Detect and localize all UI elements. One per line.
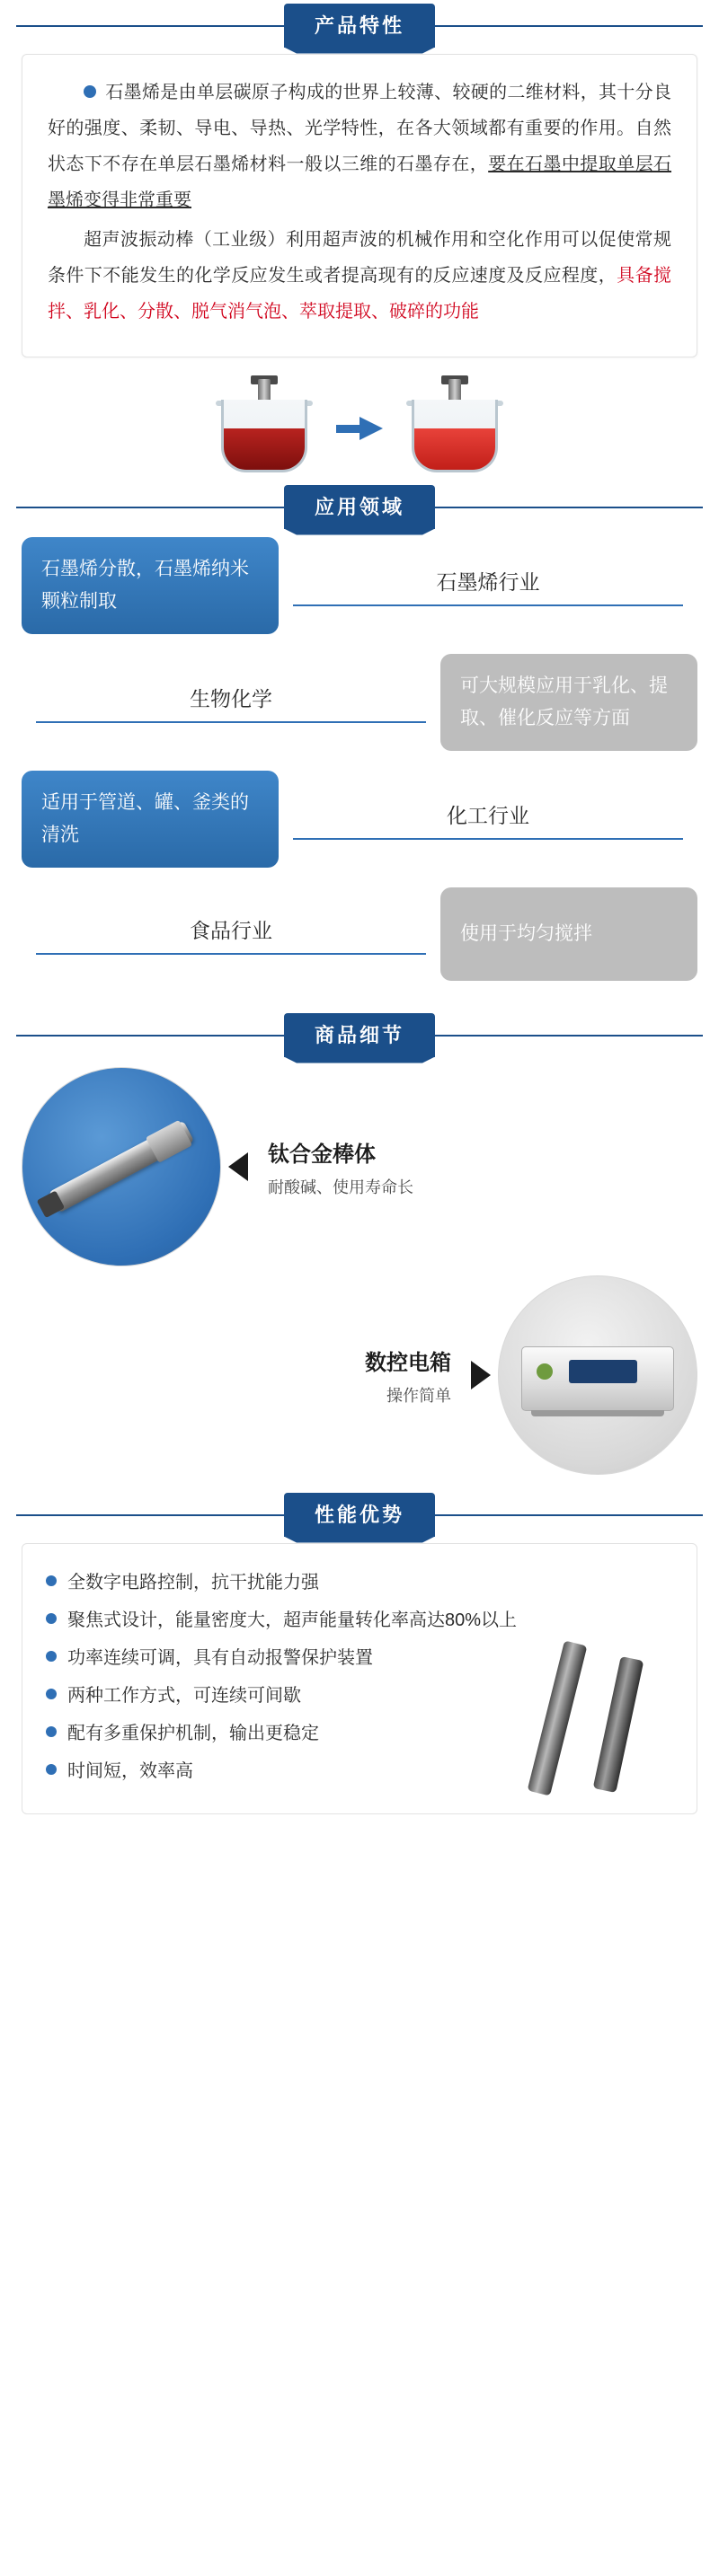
bullet-icon xyxy=(46,1689,57,1699)
performance-item-6: 时间短，效率高 xyxy=(67,1761,193,1781)
list-item xyxy=(46,1715,673,1752)
application-label-chemical xyxy=(279,799,697,840)
section-title-features: 产品特性 xyxy=(284,4,435,48)
section-title-performance: 性能优势 xyxy=(284,1493,435,1537)
performance-item-2: 聚焦式设计，能量密度大，超声能量转化率高达80%以上 xyxy=(67,1610,518,1630)
detail-title-box: 数控电箱 xyxy=(365,1350,451,1375)
application-box-graphene: 石墨烯分散，石墨烯纳米颗粒制取 xyxy=(22,537,279,634)
application-box-food: 使用于均匀搅拌 xyxy=(440,887,697,981)
beaker-illustration xyxy=(0,357,719,481)
application-label-food-text: 食品行业 xyxy=(190,918,272,942)
bullet-icon xyxy=(46,1575,57,1586)
performance-item-5: 配有多重保护机制，输出更稳定 xyxy=(67,1724,319,1743)
detail-sub-rod: 耐酸碱、使用寿命长 xyxy=(268,1178,413,1196)
list-item xyxy=(46,1752,673,1790)
process-arrow-icon xyxy=(336,411,383,440)
applications-list xyxy=(0,532,719,1010)
application-box-biochemistry: 可大规模应用于乳化、提取、催化反应等方面 xyxy=(440,654,697,751)
feature-paragraph-2-highlight: 具备搅拌、乳化、分散、脱气消气泡、萃取提取、破碎的功能 xyxy=(48,266,672,322)
feature-paragraph-1-underlined: 要在石墨中提取单层石墨烯变得非常重要 xyxy=(48,154,672,210)
application-label-food xyxy=(22,914,440,955)
application-label-graphene-text: 石墨烯行业 xyxy=(436,569,540,594)
beaker-before xyxy=(212,379,316,472)
detail-caption-rod xyxy=(255,1136,697,1198)
application-row-chemical xyxy=(22,771,697,868)
application-row-graphene xyxy=(22,537,697,634)
section-header-features xyxy=(0,0,719,50)
detail-row-rod xyxy=(22,1067,697,1266)
application-label-biochemistry xyxy=(22,683,440,723)
beaker-liquid-after xyxy=(414,428,495,470)
application-row-food xyxy=(22,887,697,981)
control-box-base xyxy=(531,1410,664,1416)
arrow-bar xyxy=(336,425,360,433)
detail-row-box xyxy=(22,1275,697,1475)
control-box-shape xyxy=(521,1346,674,1411)
pointer-right-icon xyxy=(471,1361,491,1389)
rod-shape xyxy=(49,1121,194,1213)
control-box-photo xyxy=(498,1275,697,1475)
control-knob-icon xyxy=(537,1363,553,1380)
pointer-left-icon xyxy=(228,1152,248,1181)
beaker-liquid-before xyxy=(224,428,305,470)
performance-item-4: 两种工作方式，可连续可间歇 xyxy=(67,1686,301,1706)
label-underline xyxy=(36,721,426,723)
label-underline xyxy=(293,604,683,606)
feature-paragraph-1 xyxy=(48,75,671,218)
bullet-icon xyxy=(46,1726,57,1737)
section-header-detail xyxy=(0,1010,719,1060)
application-label-chemical-text: 化工行业 xyxy=(447,803,529,827)
ultrasonic-rod-photo xyxy=(22,1067,221,1266)
bullet-icon xyxy=(84,85,96,98)
application-row-biochemistry xyxy=(22,654,697,751)
bullet-icon xyxy=(46,1613,57,1624)
performance-item-1: 全数字电路控制，抗干扰能力强 xyxy=(67,1573,319,1592)
feature-paragraph-2 xyxy=(48,222,671,330)
arrow-head xyxy=(360,417,383,440)
label-underline xyxy=(36,953,426,955)
detail-sub-box: 操作简单 xyxy=(386,1386,451,1405)
beaker-glass-2 xyxy=(412,400,498,472)
detail-title-rod: 钛合金棒体 xyxy=(268,1142,376,1167)
section-title-applications: 应用领域 xyxy=(284,485,435,529)
list-item xyxy=(46,1601,673,1639)
beaker-after xyxy=(403,379,507,472)
performance-list xyxy=(46,1564,673,1790)
detail-list xyxy=(0,1060,719,1489)
section-header-performance xyxy=(0,1489,719,1539)
feature-paragraph-1-text: 石墨烯是由单层碳原子构成的世界上较薄、较硬的二维材料，其十分良好的强度、柔韧、导电、导热、光学特性，在各大领域都有重要的作用。自然状态下不存在单层石墨烯材料一般以三维的石墨存在， xyxy=(48,83,671,174)
application-box-chemical: 适用于管道、罐、釜类的清洗 xyxy=(22,771,279,868)
label-underline xyxy=(293,838,683,840)
application-label-biochemistry-text: 生物化学 xyxy=(190,686,272,710)
detail-caption-box xyxy=(22,1345,464,1407)
list-item xyxy=(46,1639,673,1677)
list-item xyxy=(46,1564,673,1601)
features-card xyxy=(22,54,697,357)
application-label-graphene xyxy=(279,566,697,606)
bullet-icon xyxy=(46,1651,57,1662)
control-screen xyxy=(569,1360,637,1383)
list-item xyxy=(46,1677,673,1715)
feature-paragraph-2-text: 超声波振动棒（工业级）利用超声波的机械作用和空化作用可以促使常规条件下不能发生的化学反应发生或者提高现有的反应速度及反应程度， xyxy=(48,230,671,286)
performance-item-3: 功率连续可调，具有自动报警保护装置 xyxy=(67,1648,373,1668)
performance-card xyxy=(22,1543,697,1814)
beaker-glass xyxy=(221,400,307,472)
section-title-detail: 商品细节 xyxy=(284,1013,435,1057)
bullet-icon xyxy=(46,1764,57,1775)
section-header-applications xyxy=(0,481,719,532)
